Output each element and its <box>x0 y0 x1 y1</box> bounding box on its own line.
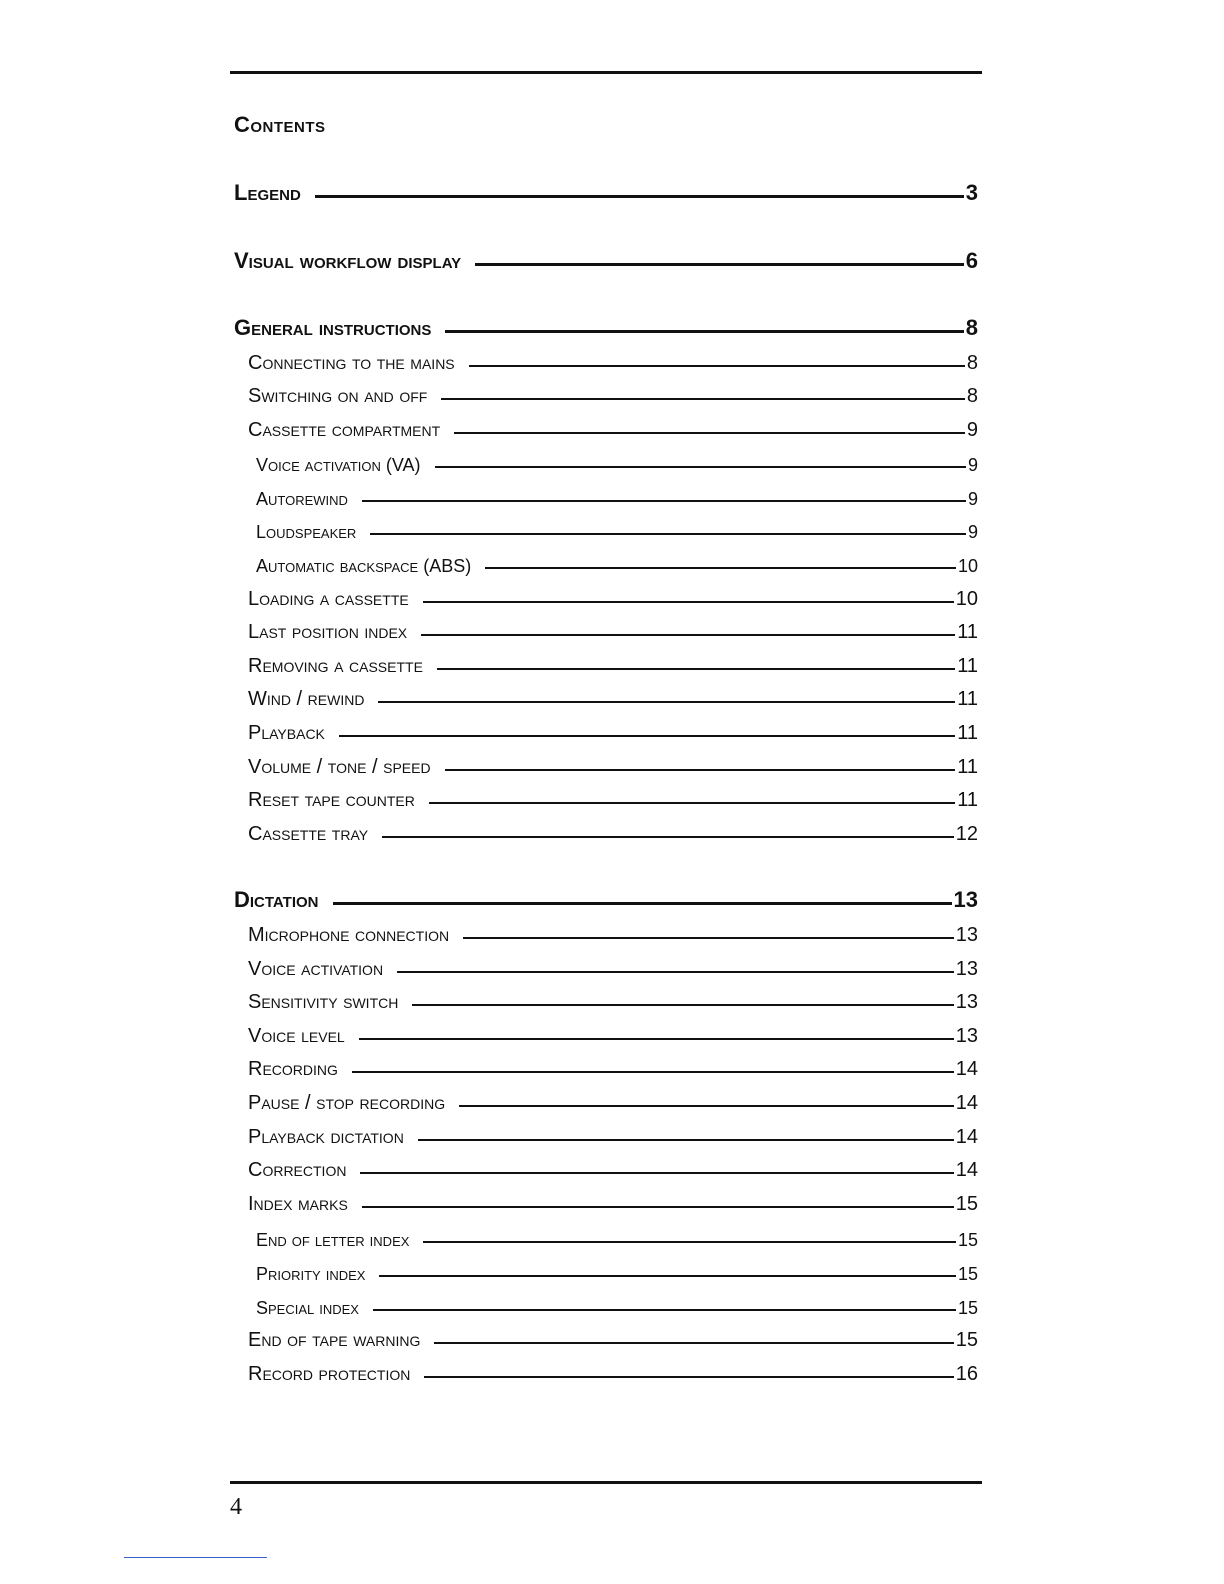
toc-entry-label: Record protection <box>248 1363 411 1385</box>
toc-entry-page: 11 <box>957 621 978 643</box>
toc-entry-page: 13 <box>953 887 978 912</box>
toc-entry-page: 9 <box>967 455 978 475</box>
toc-leader-line <box>339 735 955 737</box>
toc-leader-line <box>373 1309 956 1311</box>
toc-entry[interactable] <box>256 446 978 476</box>
toc-entry-label: Recording <box>248 1058 338 1080</box>
toc-leader-line <box>418 1139 954 1141</box>
toc-entry-page: 14 <box>955 1159 978 1181</box>
toc-entry-page: 11 <box>957 789 978 811</box>
toc-leader-line <box>382 836 954 838</box>
page-number: 4 <box>230 1494 242 1520</box>
toc-entry-label: Voice level <box>248 1025 345 1047</box>
toc-entry-page: 10 <box>957 556 978 576</box>
toc-entry-page: 13 <box>955 924 978 946</box>
toc-leader-line <box>352 1071 954 1073</box>
toc-entry-label: Cassette tray <box>248 823 369 845</box>
toc-entry-page: 15 <box>955 1329 978 1351</box>
toc-leader-line <box>469 365 965 367</box>
toc-leader-line <box>421 634 955 636</box>
toc-entry-label: Autorewind <box>256 489 348 509</box>
toc-leader-line <box>333 902 952 905</box>
toc-entry[interactable] <box>248 1186 978 1216</box>
toc-entry-page: 13 <box>955 958 978 980</box>
toc-leader-line <box>437 668 955 670</box>
toc-entry[interactable] <box>256 513 978 543</box>
toc-entry-page: 8 <box>966 385 978 407</box>
toc-leader-line <box>434 1342 953 1344</box>
toc-leader-line <box>378 701 955 703</box>
toc-entry-page: 3 <box>965 180 978 205</box>
toc-entry-page: 14 <box>955 1126 978 1148</box>
toc-entry-label: Removing a cassette <box>248 655 423 677</box>
toc-entry-page: 6 <box>965 248 978 273</box>
toc-entry[interactable] <box>248 345 978 375</box>
toc-leader-line <box>397 971 954 973</box>
toc-entry-page: 11 <box>957 756 978 778</box>
toc-leader-line <box>459 1105 954 1107</box>
toc-entry-label: Wind / rewind <box>248 688 365 710</box>
toc-entry-label: Loudspeaker <box>256 522 357 542</box>
toc-entry-label: Special index <box>256 1298 359 1318</box>
toc-entry-label: Connecting to the mains <box>248 352 455 374</box>
toc-leader-line <box>424 1376 953 1378</box>
toc-leader-line <box>485 567 956 569</box>
toc-entry[interactable] <box>248 581 978 611</box>
toc-entry-label: End of tape warning <box>248 1329 421 1351</box>
toc-entry-page: 9 <box>967 489 978 509</box>
footer-link-underline <box>124 1557 267 1558</box>
toc-entry-page: 8 <box>965 315 978 340</box>
toc-entry[interactable] <box>248 648 978 678</box>
toc-entry-label: Visual workflow display <box>234 248 462 273</box>
toc-entry-label: Playback dictation <box>248 1126 404 1148</box>
toc-entry-label: Voice activation <box>248 958 384 980</box>
toc-entry-label: Microphone connection <box>248 924 450 946</box>
toc-entry-label: End of letter index <box>256 1230 410 1250</box>
toc-entry-page: 8 <box>966 352 978 374</box>
toc-entry[interactable] <box>248 1119 978 1149</box>
toc-entry-page: 12 <box>955 823 978 845</box>
toc-entry-label: Switching on and off <box>248 385 428 407</box>
toc-entry[interactable] <box>234 883 978 913</box>
toc-entry[interactable] <box>248 984 978 1014</box>
toc-leader-line <box>362 1206 954 1208</box>
toc-entry-page: 16 <box>955 1363 978 1385</box>
toc-entry[interactable] <box>248 614 978 644</box>
bottom-rule <box>230 1481 982 1484</box>
toc-entry-label: Automatic backspace (ABS) <box>256 556 472 576</box>
toc-leader-line <box>445 330 963 333</box>
toc-entry[interactable] <box>248 749 978 779</box>
toc-entry[interactable] <box>256 1289 978 1319</box>
toc-entry-page: 13 <box>955 1025 978 1047</box>
toc-leader-line <box>412 1004 953 1006</box>
toc-entry-label: Legend <box>234 180 301 205</box>
toc-entry-label: General instructions <box>234 315 432 340</box>
toc-entry[interactable] <box>234 176 978 206</box>
toc-entry-page: 9 <box>967 522 978 542</box>
toc-entry-label: Dictation <box>234 887 319 912</box>
toc-entry-page: 11 <box>957 688 978 710</box>
toc-entry[interactable] <box>248 378 978 408</box>
toc-entry-label: Index marks <box>248 1193 348 1215</box>
toc-entry[interactable] <box>248 1051 978 1081</box>
toc-entry[interactable] <box>248 1085 978 1115</box>
toc-leader-line <box>359 1038 954 1040</box>
toc-leader-line <box>475 263 964 266</box>
toc-entry-page: 14 <box>955 1058 978 1080</box>
toc-entry[interactable] <box>248 951 978 981</box>
toc-entry-label: Sensitivity switch <box>248 991 399 1013</box>
toc-leader-line <box>429 802 955 804</box>
toc-entry[interactable] <box>248 782 978 812</box>
toc-leader-line <box>360 1172 953 1174</box>
toc-entry[interactable] <box>256 1255 978 1285</box>
toc-entry-label: Last position index <box>248 621 408 643</box>
toc-leader-line <box>435 466 966 468</box>
toc-entry-page: 10 <box>955 588 978 610</box>
toc-entry-label: Correction <box>248 1159 347 1181</box>
toc-entry-label: Voice activation (VA) <box>256 455 421 475</box>
toc-entry[interactable] <box>248 917 978 947</box>
toc-leader-line <box>445 769 956 771</box>
toc-leader-line <box>315 195 964 198</box>
toc-entry[interactable] <box>256 480 978 510</box>
toc-entry[interactable] <box>248 715 978 745</box>
toc-entry-page: 11 <box>957 655 978 677</box>
page-title: Contents <box>234 112 326 137</box>
toc-entry-page: 15 <box>957 1298 978 1318</box>
toc-entry-page: 15 <box>957 1264 978 1284</box>
toc-entry-label: Volume / tone / speed <box>248 756 431 778</box>
toc-entry[interactable] <box>234 311 978 341</box>
toc-entry[interactable] <box>248 1322 978 1352</box>
toc-entry[interactable] <box>248 681 978 711</box>
toc-entry-label: Pause / stop recording <box>248 1092 446 1114</box>
toc-entry[interactable] <box>256 547 978 577</box>
toc-entry[interactable] <box>234 244 978 274</box>
toc-leader-line <box>423 1241 956 1243</box>
toc-entry-label: Cassette compartment <box>248 419 441 441</box>
toc-entry-label: Loading a cassette <box>248 588 409 610</box>
toc-entry-label: Reset tape counter <box>248 789 415 811</box>
toc-entry[interactable] <box>248 1018 978 1048</box>
toc-entry[interactable] <box>248 412 978 442</box>
toc-entry-page: 14 <box>955 1092 978 1114</box>
toc-entry[interactable] <box>248 816 978 846</box>
toc-leader-line <box>454 432 965 434</box>
toc-entry-label: Priority index <box>256 1264 366 1284</box>
toc-leader-line <box>362 500 966 502</box>
toc-leader-line <box>441 398 965 400</box>
toc-entry[interactable] <box>256 1221 978 1251</box>
toc-entry-label: Playback <box>248 722 325 744</box>
toc-entry[interactable] <box>248 1152 978 1182</box>
toc-entry-page: 13 <box>955 991 978 1013</box>
toc-entry-page: 15 <box>957 1230 978 1250</box>
toc-entry-page: 9 <box>966 419 978 441</box>
toc-leader-line <box>463 937 954 939</box>
toc-entry[interactable] <box>248 1356 978 1386</box>
toc-entry-page: 11 <box>957 722 978 744</box>
toc-leader-line <box>370 533 966 535</box>
toc-leader-line <box>423 601 954 603</box>
toc-entry-page: 15 <box>955 1193 978 1215</box>
toc-leader-line <box>379 1275 956 1277</box>
